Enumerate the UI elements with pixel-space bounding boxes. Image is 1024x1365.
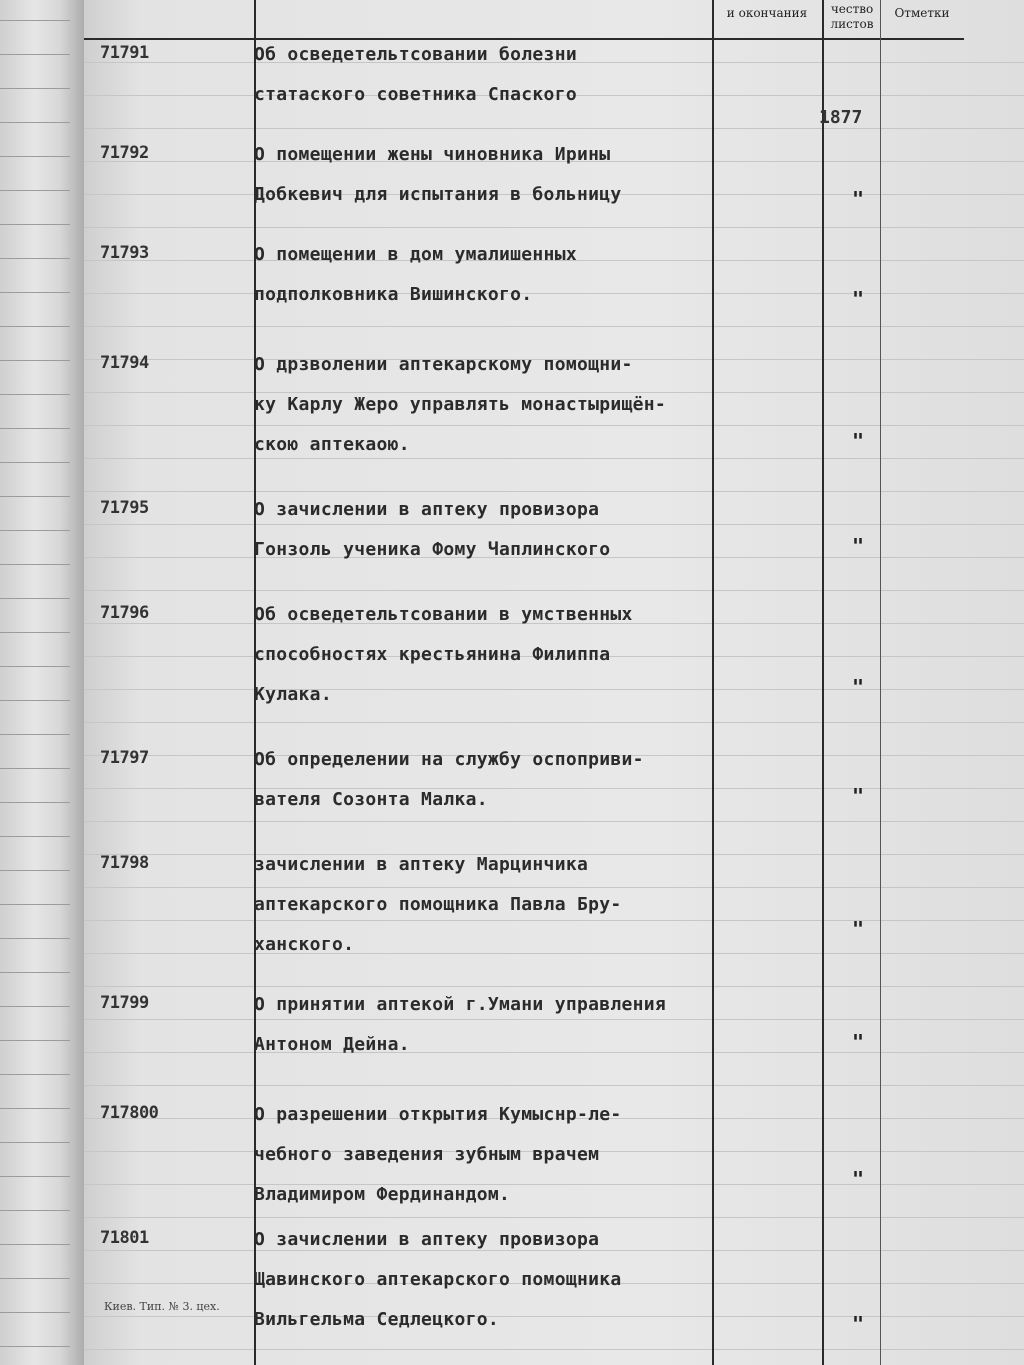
case-title: О принятии аптекой г.Умани управления Антоном Дейна.: [254, 994, 667, 1055]
case-number: 71793: [100, 243, 149, 263]
case-title: Об осведетельтсовании болезни статаского советника Спаского: [254, 44, 577, 105]
spine-ruled-line: [0, 598, 70, 599]
case-number: 71798: [100, 853, 149, 873]
ditto-mark: ": [852, 784, 865, 808]
ruled-line: [84, 227, 1024, 228]
ruled-line: [84, 1217, 1024, 1218]
case-number: 71796: [100, 603, 149, 623]
case-title: Об осведетельтсовании в умственных способностях крестьянина Филиппа Кулака.: [254, 604, 633, 705]
ditto-mark: ": [852, 187, 865, 211]
spine-ruled-line: [0, 1244, 70, 1245]
case-title: О зачислении в аптеку провизора Щавинского аптекарского помощника Вильгельма Седлецкого.: [254, 1229, 622, 1330]
case-title: О дрзволении аптекарскому помощни- ку Карлу Жеро управлять монастырищён- скою аптекаою.: [254, 354, 667, 455]
spine-ruled-line: [0, 700, 70, 701]
book-spine: [0, 0, 86, 1365]
spine-ruled-line: [0, 1210, 70, 1211]
ruled-line: [84, 128, 1024, 129]
column-divider-sheets: [880, 0, 881, 1365]
header-dates: и окончания: [726, 6, 808, 20]
spine-ruled-line: [0, 1278, 70, 1279]
case-number: 71799: [100, 993, 149, 1013]
spine-ruled-line: [0, 870, 70, 871]
ditto-mark: ": [852, 675, 865, 699]
spine-ruled-line: [0, 326, 70, 327]
ditto-mark: ": [852, 287, 865, 311]
case-title: зачислении в аптеку Марцинчика аптекарского помощника Павла Бру- ханского.: [254, 854, 622, 955]
spine-ruled-line: [0, 632, 70, 633]
ruled-line: [84, 1085, 1024, 1086]
ruled-line: [84, 590, 1024, 591]
case-number: 71795: [100, 498, 149, 518]
spine-ruled-line: [0, 1040, 70, 1041]
spine-ruled-line: [0, 258, 70, 259]
case-title: О помещении в дом умалишенных подполковника Вишинского.: [254, 244, 577, 305]
ditto-mark: ": [852, 1167, 865, 1191]
spine-ruled-line: [0, 122, 70, 123]
spine-ruled-line: [0, 190, 70, 191]
spine-ruled-line: [0, 768, 70, 769]
spine-ruled-line: [0, 394, 70, 395]
ditto-mark: ": [852, 917, 865, 941]
spine-ruled-line: [0, 496, 70, 497]
spine-ruled-line: [0, 1108, 70, 1109]
spine-ruled-line: [0, 904, 70, 905]
case-title: О зачислении в аптеку провизора Гонзоль ученика Фому Чаплинского: [254, 499, 611, 560]
spine-ruled-line: [0, 88, 70, 89]
ruled-line: [84, 326, 1024, 327]
spine-ruled-line: [0, 1176, 70, 1177]
print-footer: Киев. Тип. № 3. цех.: [104, 1300, 220, 1313]
ditto-mark: ": [852, 534, 865, 558]
spine-ruled-line: [0, 54, 70, 55]
case-title: О разрешении открытия Кумыснр-ле- чебного заведения зубным врачем Владимиром Фердинандом.: [254, 1104, 622, 1205]
spine-ruled-line: [0, 224, 70, 225]
ledger-page: [84, 0, 1024, 1365]
case-title: Об определении на службу оспоприви- вателя Созонта Малка.: [254, 749, 644, 810]
header-notes: Отметки: [894, 6, 950, 20]
case-number: 717800: [100, 1103, 159, 1123]
spine-ruled-line: [0, 428, 70, 429]
spine-ruled-line: [0, 1312, 70, 1313]
spine-ruled-line: [0, 1346, 70, 1347]
spine-ruled-line: [0, 938, 70, 939]
ruled-line: [84, 722, 1024, 723]
spine-ruled-line: [0, 1074, 70, 1075]
case-number: 71801: [100, 1228, 149, 1248]
spine-ruled-line: [0, 802, 70, 803]
spine-ruled-line: [0, 734, 70, 735]
spine-ruled-line: [0, 564, 70, 565]
case-title: О помещении жены чиновника Ирины Добкевич для испытания в больницу: [254, 144, 622, 205]
spine-ruled-line: [0, 292, 70, 293]
spine-ruled-line: [0, 462, 70, 463]
ditto-mark: ": [852, 1312, 865, 1336]
column-divider-dates: [822, 0, 824, 1365]
spine-ruled-line: [0, 360, 70, 361]
spine-ruled-line: [0, 972, 70, 973]
case-number: 71791: [100, 43, 149, 63]
case-number: 71792: [100, 143, 149, 163]
spine-ruled-line: [0, 20, 70, 21]
spine-ruled-line: [0, 1006, 70, 1007]
ruled-line: [84, 1349, 1024, 1350]
spine-ruled-line: [0, 666, 70, 667]
spine-ruled-line: [0, 156, 70, 157]
header-sheets: чество листов: [830, 2, 874, 31]
spine-ruled-line: [0, 530, 70, 531]
spine-ruled-line: [0, 836, 70, 837]
ditto-mark: ": [852, 1030, 865, 1054]
spine-ruled-line: [0, 1142, 70, 1143]
ditto-mark: ": [852, 429, 865, 453]
ruled-line: [84, 821, 1024, 822]
case-number: 71797: [100, 748, 149, 768]
case-number: 71794: [100, 353, 149, 373]
case-year: 1877: [819, 107, 863, 128]
